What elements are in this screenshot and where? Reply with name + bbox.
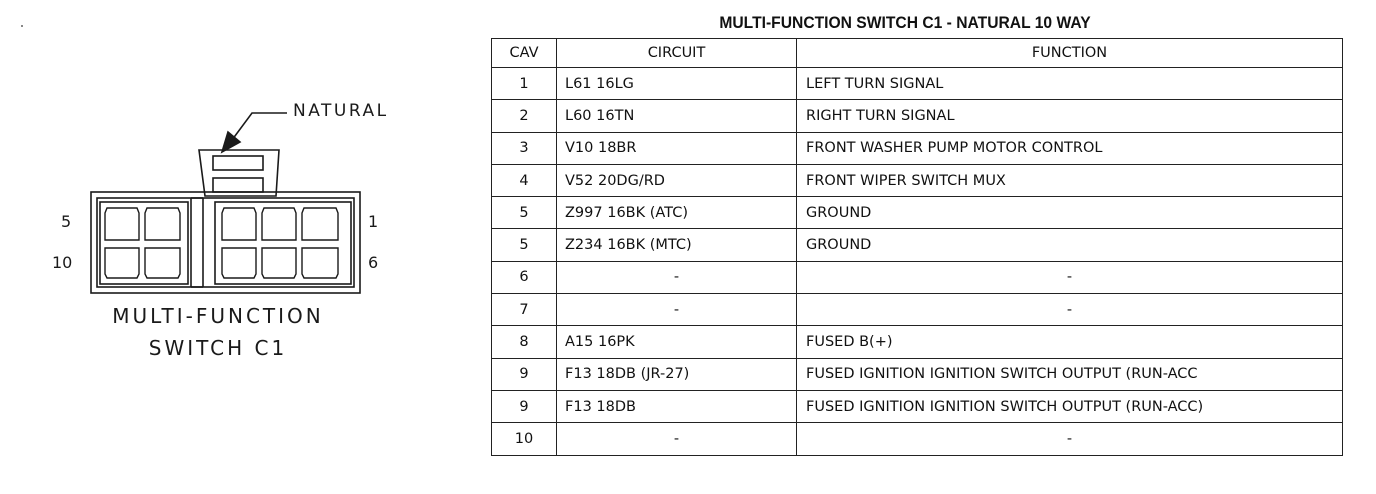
cell-circuit: Z997 16BK (ATC) [557, 197, 797, 229]
table-row [492, 68, 1343, 100]
cell-function: FRONT WASHER PUMP MOTOR CONTROL [797, 132, 1343, 164]
cell-function: LEFT TURN SIGNAL [797, 68, 1343, 100]
natural-leader-line [232, 113, 287, 140]
cell-cav: 1 [492, 68, 557, 100]
pin-label-6: 6 [368, 253, 379, 272]
cell-cav: 8 [492, 326, 557, 358]
cell-cav: 6 [492, 261, 557, 293]
cell-cav: 9 [492, 390, 557, 422]
connector-caption-line2: SWITCH C1 [148, 336, 288, 360]
natural-arrowhead [222, 132, 240, 152]
cell-function: FUSED B(+) [797, 326, 1343, 358]
header-function: FUNCTION [797, 39, 1343, 68]
cell-cav: 5 [492, 229, 557, 261]
connector-latch [199, 150, 279, 196]
cell-cav: 2 [492, 100, 557, 132]
terminal-cavities [105, 208, 338, 278]
cell-function: - [797, 423, 1343, 455]
pin-label-10: 10 [52, 253, 73, 272]
cell-cav: 5 [492, 197, 557, 229]
table-row [492, 132, 1343, 164]
table-row [492, 326, 1343, 358]
cell-cav: 3 [492, 132, 557, 164]
cell-circuit: L60 16TN [557, 100, 797, 132]
cell-circuit: F13 18DB [557, 390, 797, 422]
cell-circuit: A15 16PK [557, 326, 797, 358]
cell-function: GROUND [797, 229, 1343, 261]
pinout-table [491, 38, 1343, 456]
table-row [492, 390, 1343, 422]
cell-circuit: L61 16LG [557, 68, 797, 100]
cell-cav: 4 [492, 164, 557, 196]
cell-function: - [797, 261, 1343, 293]
table-row [492, 229, 1343, 261]
connector-diagram [0, 0, 470, 494]
cell-circuit: - [557, 261, 797, 293]
table-row [492, 261, 1343, 293]
cell-cav: 7 [492, 294, 557, 326]
connector-body-inner [97, 198, 354, 287]
pin-label-5: 5 [61, 212, 72, 231]
table-row [492, 100, 1343, 132]
cell-function: FUSED IGNITION IGNITION SWITCH OUTPUT (RUN-ACC [797, 358, 1343, 390]
table-row [492, 294, 1343, 326]
pin-label-1: 1 [368, 212, 379, 231]
cell-cav: 10 [492, 423, 557, 455]
cell-function: - [797, 294, 1343, 326]
table-row [492, 423, 1343, 455]
cell-function: FRONT WIPER SWITCH MUX [797, 164, 1343, 196]
connector-caption-line1: MULTI-FUNCTION [112, 304, 324, 328]
cell-function: RIGHT TURN SIGNAL [797, 100, 1343, 132]
header-cav: CAV [492, 39, 557, 68]
header-circuit: CIRCUIT [557, 39, 797, 68]
table-row [492, 197, 1343, 229]
cell-cav: 9 [492, 358, 557, 390]
cell-circuit: - [557, 423, 797, 455]
cell-function: GROUND [797, 197, 1343, 229]
natural-label: NATURAL [293, 101, 389, 121]
cell-circuit: V10 18BR [557, 132, 797, 164]
table-row [492, 358, 1343, 390]
cell-circuit: - [557, 294, 797, 326]
latch-slot-upper [213, 156, 263, 170]
cell-function: FUSED IGNITION IGNITION SWITCH OUTPUT (RUN-ACC) [797, 390, 1343, 422]
table-title: MULTI-FUNCTION SWITCH C1 - NATURAL 10 WAY [719, 13, 1091, 32]
cell-circuit: V52 20DG/RD [557, 164, 797, 196]
cell-circuit: F13 18DB (JR-27) [557, 358, 797, 390]
table-row [492, 164, 1343, 196]
table-header-row [492, 39, 1343, 68]
latch-slot-lower [213, 178, 263, 192]
cell-circuit: Z234 16BK (MTC) [557, 229, 797, 261]
connector-face-drawing [0, 0, 470, 494]
